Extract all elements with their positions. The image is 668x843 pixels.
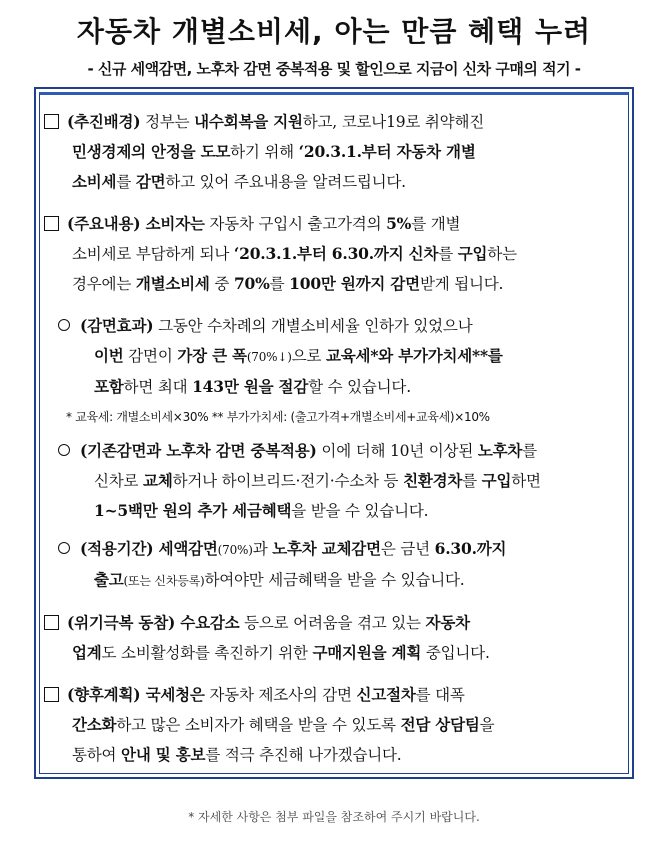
section-main-content [44, 209, 629, 299]
section-head: (추진배경) [67, 112, 141, 131]
bold-text: 구매지원을 계획 [312, 643, 422, 662]
text: 중입니다. [421, 644, 490, 662]
text: 중 [209, 275, 234, 293]
text: 하고 있어 주요내용을 알려드립니다. [165, 173, 406, 191]
bold-text: 포함 [94, 377, 124, 396]
text: 을 받을 수 있습니다. [291, 502, 429, 520]
text: 를 개별 [411, 215, 461, 233]
tax-footnote: * 교육세: 개별소비세×30% ** 부가가치세: (출고가격+개별소비세+교육세)×10% [66, 410, 490, 424]
bold-text: 노후차 교체감면 [272, 539, 381, 558]
checkbox-icon [44, 687, 59, 702]
bold-text: 100만 원까지 감면 [289, 274, 420, 293]
section-head: (위기극복 동참) [67, 613, 176, 632]
bold-text: 민생경제의 안정을 도모 [72, 142, 231, 161]
small-text: (또는 신차등록) [123, 574, 205, 588]
text: 그동안 수차례의 개별소비세율 인하가 있었으나 [153, 317, 473, 335]
checkbox-icon [44, 114, 59, 129]
bold-text: 간소화 [72, 715, 117, 734]
section-head: (기존감면과 노후차 감면 중복적용) [80, 441, 317, 460]
footer-note: * 자세한 사항은 첨부 파일을 참조하여 주시기 바랍니다. [188, 810, 480, 824]
text: 신차로 [94, 472, 144, 490]
text: 과 [252, 540, 273, 558]
bold-text: 세액감면 [153, 539, 218, 558]
circle-bullet-icon [58, 319, 70, 331]
text: 를 [462, 472, 482, 490]
circle-bullet-icon [58, 444, 70, 456]
bold-text: ‘20.3.1.부터 자동차 개별 [298, 142, 476, 161]
bold-text: 출고 [94, 570, 124, 589]
text: 를 적극 추진해 나가겠습니다. [205, 746, 402, 764]
text: 를 대폭 [415, 686, 465, 704]
bold-text: 1~5백만 원의 추가 세금혜택 [94, 501, 292, 520]
section-head: (감면효과) [80, 316, 154, 335]
bold-text: 국세청은 [140, 685, 205, 704]
text: 하고, 코로나19로 취약해진 [302, 113, 485, 131]
text: 등으로 어려움을 겪고 있는 [239, 614, 426, 632]
text: 하면 [511, 472, 541, 490]
bold-text: 노후차 [477, 441, 523, 460]
text: 하는 [487, 245, 517, 263]
subsection-overlap [44, 436, 629, 526]
checkbox-icon [44, 615, 59, 630]
text: 을 [479, 716, 495, 734]
subsection-period [44, 534, 629, 596]
text: 감면이 [123, 347, 178, 365]
bold-text: 수요감소 [175, 613, 240, 632]
bold-text: 소비세 [72, 172, 117, 191]
text: 자동차 구입시 출고가격의 [204, 215, 387, 233]
section-head: (향후계획) [67, 685, 141, 704]
bold-text: 6.30.까지 [434, 539, 507, 558]
bold-text: 내수회복을 지원 [194, 112, 303, 131]
text: 도 소비활성화를 촉진하기 위한 [101, 644, 313, 662]
text: 할 수 있습니다. [308, 378, 411, 396]
bold-text: 구입 [457, 244, 488, 263]
bold-text: 이번 [94, 346, 124, 365]
text: 은 금년 [380, 540, 435, 558]
text: 하면 최대 [123, 378, 193, 396]
small-text: (70%) [217, 543, 253, 557]
bold-text: 5% [386, 214, 412, 233]
text: 하고 많은 소비자가 혜택을 받을 수 있도록 [116, 716, 401, 734]
text: 를 [522, 442, 537, 460]
subsection-reduction-effect [44, 311, 629, 402]
checkbox-icon [44, 216, 59, 231]
page-subtitle: - 신규 세액감면, 노후차 감면 중복적용 및 할인으로 지금이 신차 구매의 적기 - [87, 60, 581, 78]
text: 정부는 [140, 113, 195, 131]
small-text: (70%↓) [246, 350, 292, 364]
bold-text: 친환경차 [403, 471, 463, 490]
bold-text: 70% [233, 274, 270, 293]
text: 통하여 [72, 746, 122, 764]
section-background [44, 107, 629, 197]
text: 하여야만 세금혜택을 받을 수 있습니다. [204, 571, 465, 589]
bold-text: 교육세*와 부가가치세**를 [326, 346, 503, 365]
section-future-plan [44, 680, 629, 770]
bold-text: 교체 [143, 471, 173, 490]
bold-text: 143만 원을 절감 [192, 377, 309, 396]
circle-bullet-icon [58, 542, 70, 554]
section-crisis [44, 608, 629, 668]
text: 하거나 하이브리드·전기·수소차 등 [172, 472, 404, 490]
bold-text: 구입 [481, 471, 512, 490]
text: 소비세로 부담하게 되나 [72, 245, 234, 263]
text: 받게 됩니다. [419, 275, 504, 293]
bold-text: 가장 큰 폭 [177, 346, 247, 365]
text: 경우에는 [72, 275, 136, 293]
summary-content [44, 107, 629, 782]
text: 하기 위해 [230, 143, 299, 161]
bold-text: 개별소비세 [135, 274, 210, 293]
bold-text: 자동차 [425, 613, 470, 632]
bold-text: 신고절차 [356, 685, 416, 704]
section-head: (주요내용) [67, 214, 141, 233]
bold-text: ‘20.3.1.부터 6.30.까지 신차 [233, 244, 439, 263]
bold-text: 소비자는 [140, 214, 205, 233]
section-head: (적용기간) [80, 539, 154, 558]
bold-text: 감면 [135, 172, 166, 191]
text: 으로 [291, 347, 326, 365]
text: 를 [269, 275, 290, 293]
page-title: 자동차 개별소비세, 아는 만큼 혜택 누려 [76, 15, 592, 48]
text: 이에 더해 10년 이상된 [316, 442, 478, 460]
bold-text: 업계 [72, 643, 102, 662]
bold-text: 전담 상담팀 [400, 715, 480, 734]
bold-text: 안내 및 홍보 [121, 745, 206, 764]
text: 를 [438, 245, 458, 263]
text: 자동차 제조사의 감면 [204, 686, 357, 704]
text: 를 [116, 173, 136, 191]
